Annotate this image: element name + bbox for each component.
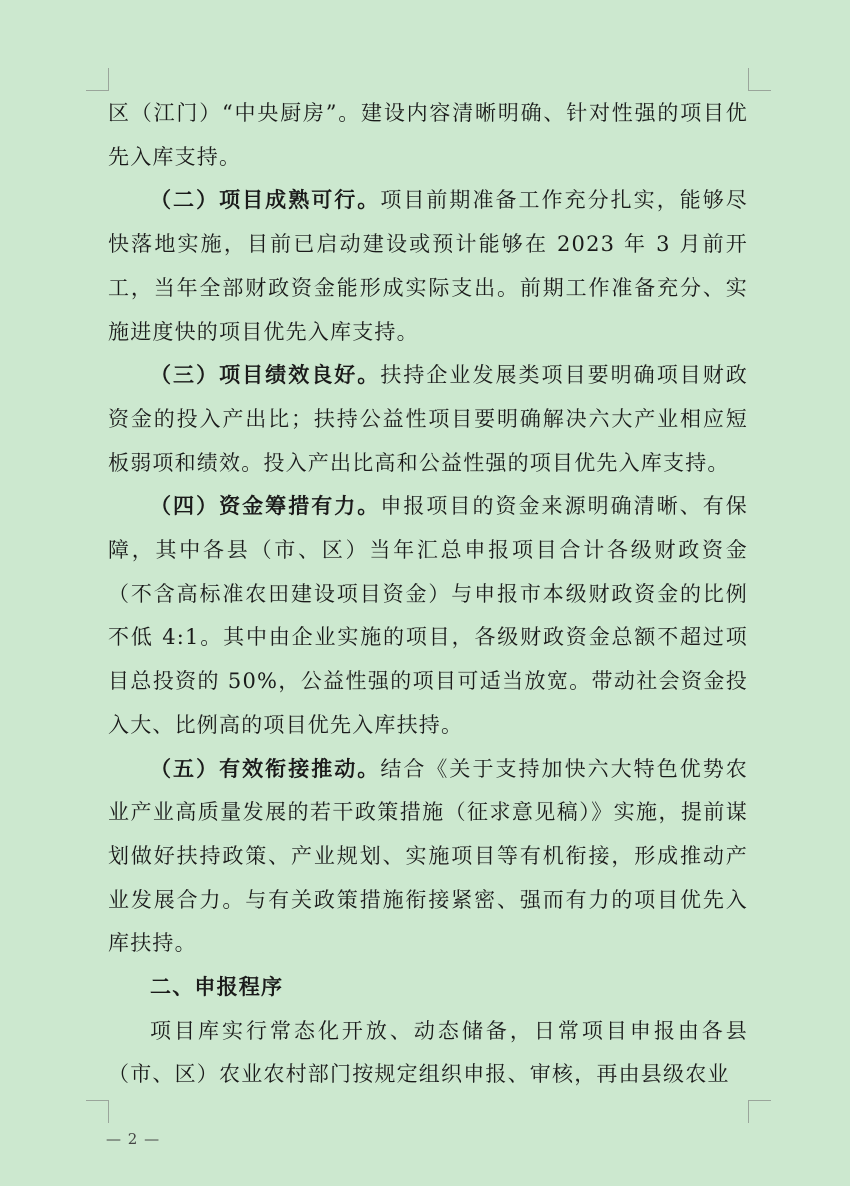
paragraph: 项目库实行常态化开放、动态储备，日常项目申报由各县（市、区）农业农村部门按规定组织申报、审核，再由县级农业	[108, 1018, 748, 1087]
section-body: 项目前期准备工作充分扎实，能够尽快落地实施，目前已启动建设或预计能够在 2023 年 3 月前开工，当年全部财政资金能形成实际支出。前期工作准备充分、实施进度快的项目优先入库支持。	[108, 188, 749, 344]
page-number: — 2 —	[106, 1130, 161, 1148]
section-body: 结合《关于支持加快六大特色优势农业产业高质量发展的若干政策措施（征求意见稿）》实施，提前谋划做好扶持政策、产业规划、实施项目等有机衔接，形成推动产业发展合力。与有关政策措施衔接紧密、强而有力的项目优先入库扶持。	[108, 756, 749, 956]
section-heading: （二）项目成熟可行。	[150, 188, 381, 213]
crop-mark-top-left	[86, 68, 109, 91]
section-heading: （三）项目绩效良好。	[150, 363, 381, 388]
section-body: 申报项目的资金来源明确清晰、有保障，其中各县（市、区）当年汇总申报项目合计各级财政资金（不含高标准农田建设项目资金）与申报市本级财政资金的比例不低 4:1。其中由企业实施的项目，各级财政资金总额不超过项目总投资的 50%，公益性强的项目可适当放宽。带动社会资金投入大、比例高的项目优先入库扶持。	[108, 494, 749, 737]
section-four-paragraph	[108, 485, 748, 747]
paragraph: 区（江门）“中央厨房”。建设内容清晰明确、针对性强的项目优先入库支持。	[108, 101, 748, 169]
section-two-paragraph	[108, 179, 748, 354]
application-procedure-heading: 二、申报程序	[150, 975, 284, 1000]
section-heading: （四）资金筹措有力。	[150, 494, 381, 519]
section-five-paragraph	[108, 748, 748, 967]
crop-mark-bottom-right	[748, 1100, 771, 1123]
crop-mark-top-right	[748, 68, 771, 91]
crop-mark-bottom-left	[86, 1100, 109, 1123]
document-body	[108, 92, 748, 1097]
section-heading: （五）有效衔接推动。	[150, 756, 381, 781]
section-body: 扶持企业发展类项目要明确项目财政资金的投入产出比；扶持公益性项目要明确解决六大产业相应短板弱项和绩效。投入产出比高和公益性强的项目优先入库支持。	[108, 363, 749, 475]
section-three-paragraph	[108, 354, 748, 485]
